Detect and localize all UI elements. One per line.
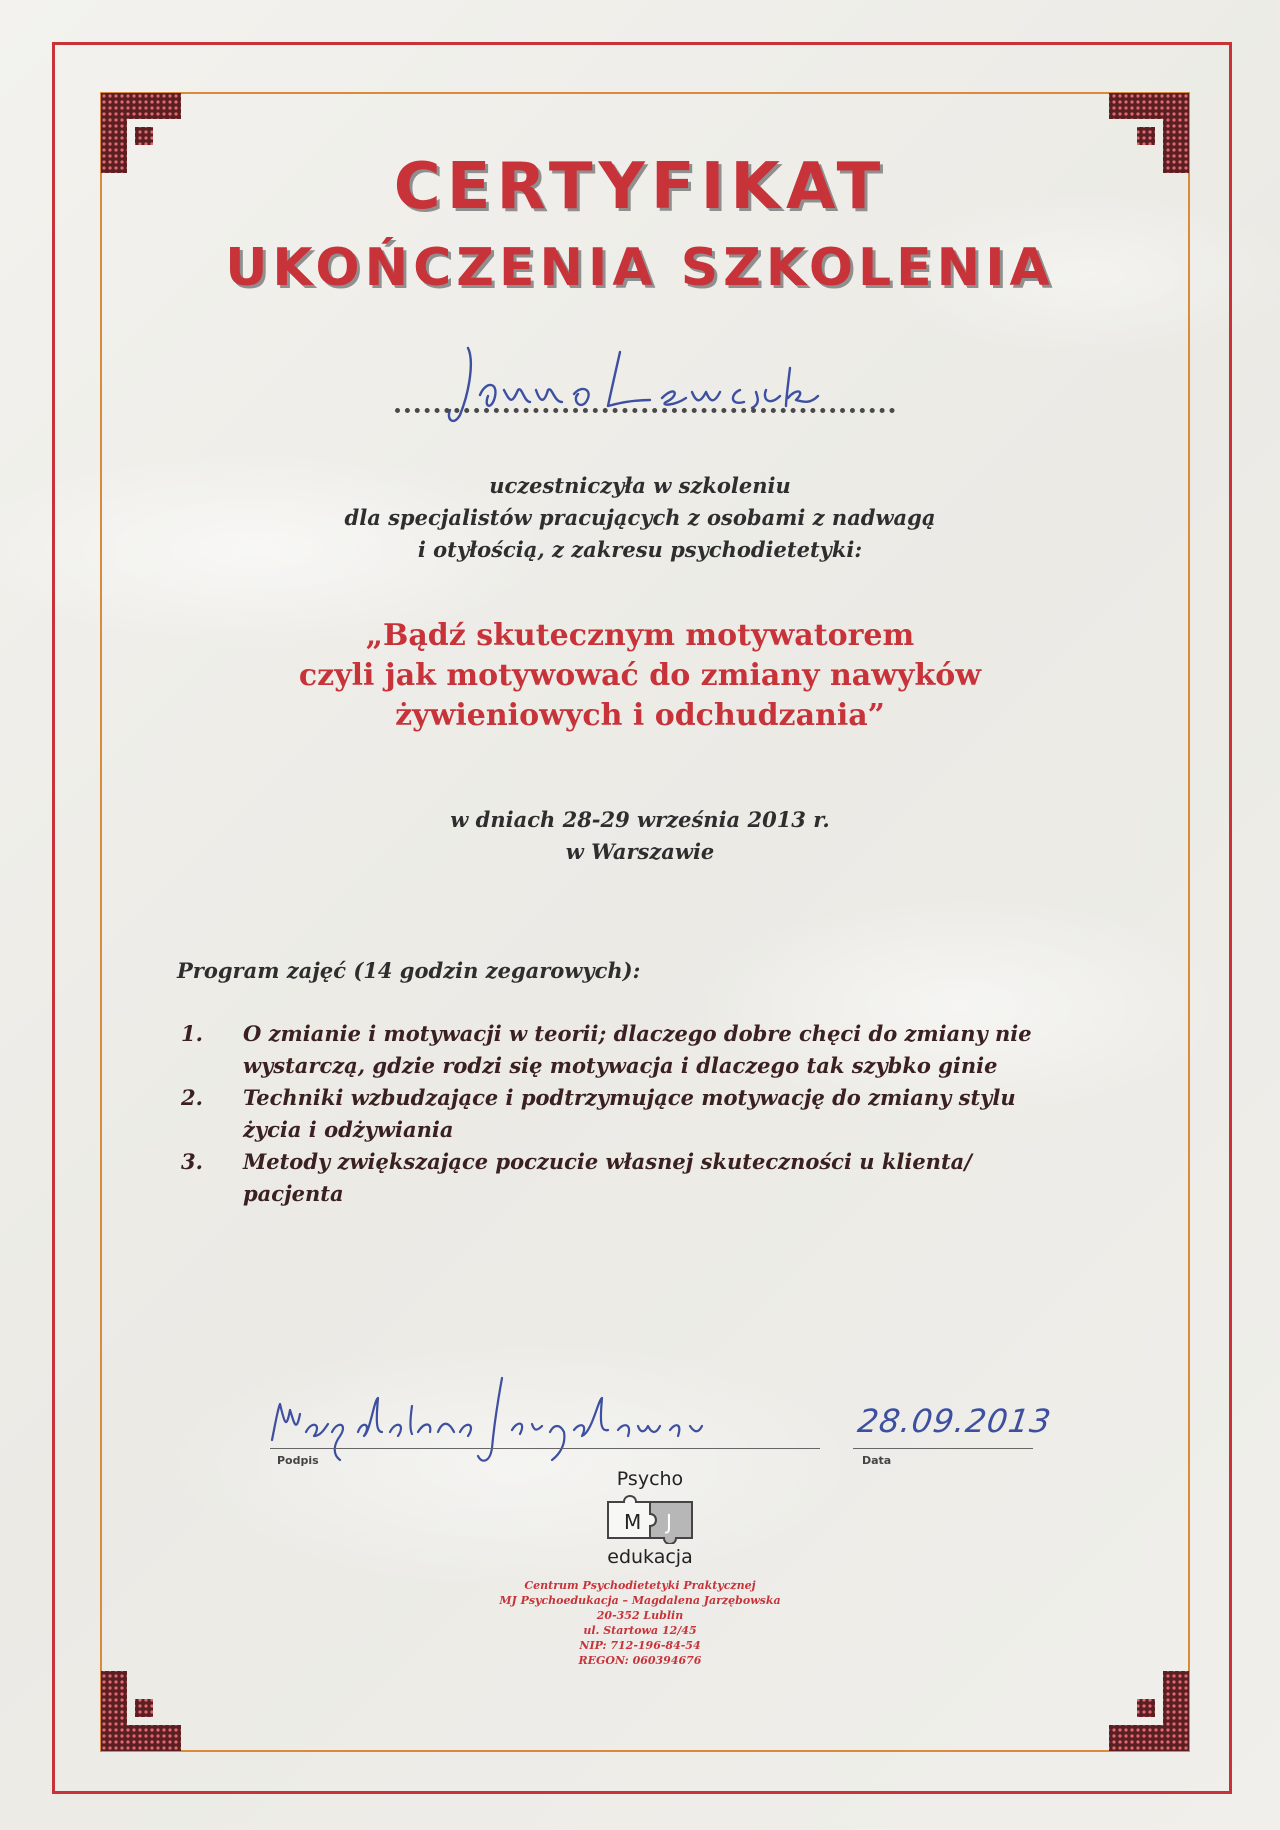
list-item-text: Metody zwiększające poczucie własnej skuteczności u klienta/ (243, 1149, 972, 1174)
list-item (177, 1082, 1127, 1146)
program-list (177, 1018, 1127, 1210)
date-label: Data (862, 1454, 892, 1467)
date-handwritten: 28.09.2013 (855, 1402, 1054, 1440)
course-place: w Warszawie (565, 839, 715, 864)
organizer-info: REGON: 060394676 (578, 1654, 702, 1667)
logo-text-bottom: edukacja (607, 1546, 693, 1568)
course-dates: w dniach 28-29 września 2013 r. (450, 807, 830, 832)
certificate-title: CERTYFIKAT (393, 150, 887, 224)
corner-ornament-icon (1109, 1671, 1189, 1751)
list-item (177, 1146, 1127, 1210)
organizer-info: NIP: 712-196-84-54 (579, 1639, 701, 1652)
intro-line: uczestniczyła w szkoleniu (489, 473, 791, 498)
list-item-number: 3. (181, 1149, 203, 1174)
list-item-text: pacjenta (243, 1181, 344, 1206)
logo-text-top: Psycho (616, 1468, 684, 1490)
certificate-subtitle: UKOŃCZENIA SZKOLENIA (225, 238, 1055, 298)
corner-ornament-icon (101, 1671, 181, 1751)
signature-line (270, 1448, 820, 1449)
list-item-number: 2. (181, 1085, 203, 1110)
list-item-text: Techniki wzbudzające i podtrzymujące motywację do zmiany stylu (243, 1085, 1016, 1110)
organizer-info: Centrum Psychodietetyki Praktycznej (524, 1579, 756, 1592)
intro-line: dla specjalistów pracujących z osobami z nadwagą (344, 505, 936, 530)
participant-signature (440, 340, 880, 430)
organizer-signature (262, 1370, 732, 1470)
participant-name-line (395, 408, 895, 413)
logo-letter-j: J (666, 1510, 672, 1534)
list-item-text: wystarczą, gdzie rodzi się motywacja i dlaczego tak szybko ginie (243, 1053, 998, 1078)
signature-label: Podpis (277, 1454, 319, 1467)
program-heading: Program zajęć (14 godzin zegarowych): (177, 958, 641, 983)
logo-letter-m: M (624, 1510, 642, 1534)
puzzle-icon (602, 1492, 698, 1544)
course-title-line: czyli jak motywować do zmiany nawyków (298, 658, 982, 693)
organizer-logo (590, 1468, 710, 1568)
list-item-number: 1. (181, 1021, 203, 1046)
organizer-info: ul. Startowa 12/45 (583, 1624, 697, 1637)
list-item (177, 1018, 1127, 1082)
date-line (853, 1448, 1033, 1449)
course-title-line: „Bądź skutecznym motywatorem (365, 618, 915, 653)
organizer-info: MJ Psychoedukacja – Magdalena Jarzębowska (499, 1594, 781, 1607)
list-item-text: O zmianie i motywacji w teorii; dlaczego dobre chęci do zmiany nie (243, 1021, 1032, 1046)
intro-line: i otyłością, z zakresu psychodietetyki: (417, 537, 863, 562)
list-item-text: życia i odżywiania (243, 1117, 454, 1142)
course-title-line: żywieniowych i odchudzania” (395, 698, 885, 733)
organizer-info: 20-352 Lublin (596, 1609, 684, 1622)
